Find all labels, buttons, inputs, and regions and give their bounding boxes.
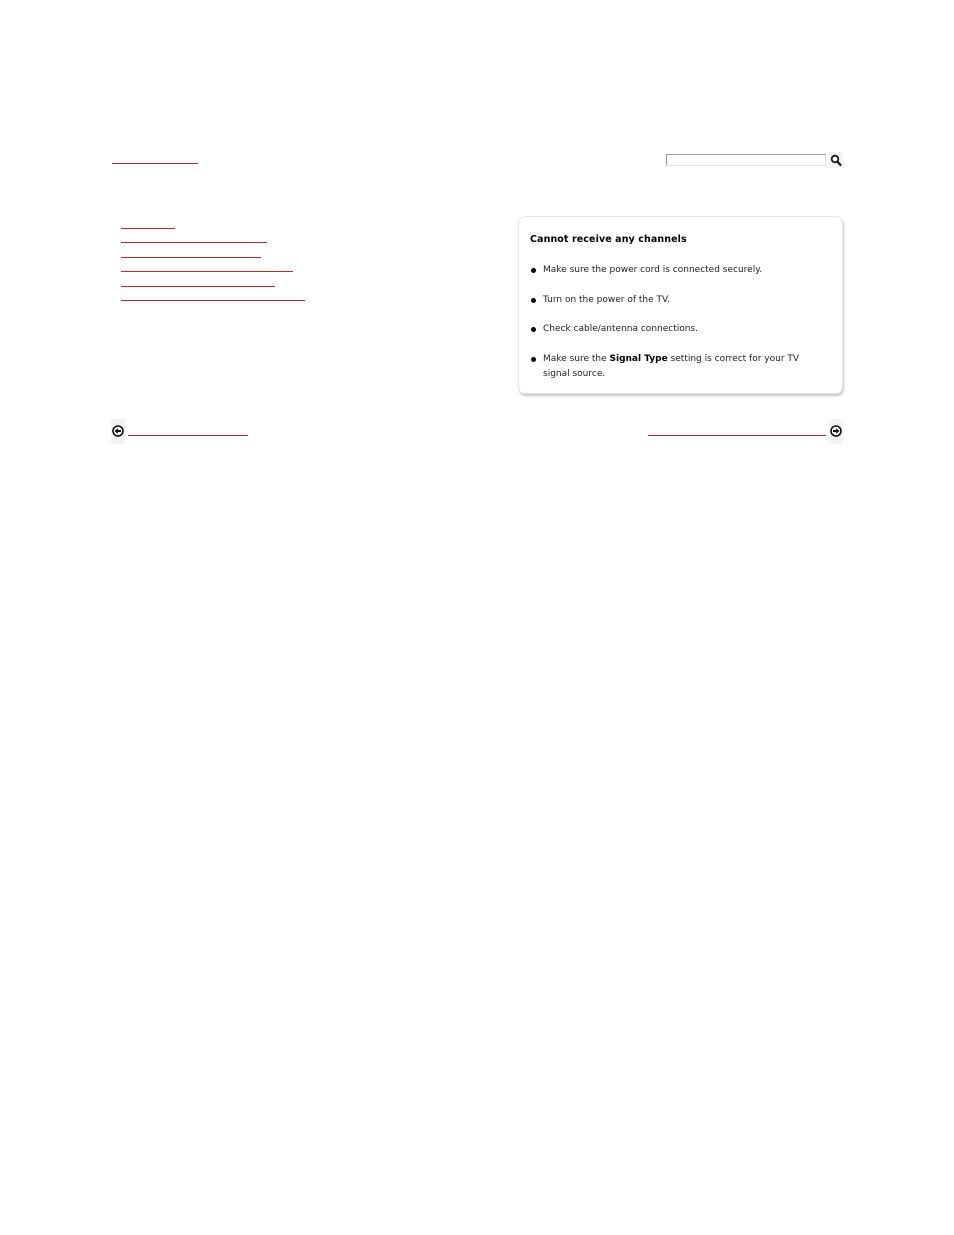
card-item: Make sure the power cord is connected securely. xyxy=(543,265,763,275)
topic-link-underline xyxy=(121,228,175,229)
previous-page-link-underline xyxy=(128,435,248,436)
search-icon xyxy=(829,152,843,168)
search-input[interactable] xyxy=(666,154,826,166)
bullet-icon xyxy=(531,327,536,332)
topic-link-underline xyxy=(121,271,293,272)
next-page-link-underline xyxy=(648,435,826,436)
card-item: Turn on the power of the TV. xyxy=(543,295,670,305)
topic-link-underline xyxy=(121,242,267,243)
card-item-text: setting is correct for your TV signal source. xyxy=(543,354,800,379)
home-link-underline xyxy=(112,163,198,164)
arrow-left-icon xyxy=(112,425,124,437)
search-button[interactable] xyxy=(829,152,843,168)
card-item-text: Make sure the xyxy=(543,354,610,364)
previous-page-button[interactable] xyxy=(111,419,125,444)
topic-link-underline xyxy=(121,300,305,301)
topic-link-underline xyxy=(121,257,261,258)
signal-type-term: Signal Type xyxy=(609,354,668,364)
troubleshooting-card xyxy=(518,216,843,394)
card-item: Check cable/antenna connections. xyxy=(543,324,698,334)
card-item xyxy=(543,352,823,382)
next-page-button[interactable] xyxy=(829,419,843,444)
card-title: Cannot receive any channels xyxy=(530,234,687,245)
arrow-right-icon xyxy=(830,425,842,437)
topic-link-underline xyxy=(121,286,275,287)
bullet-icon xyxy=(531,357,536,362)
bullet-icon xyxy=(531,268,536,273)
bullet-icon xyxy=(531,298,536,303)
